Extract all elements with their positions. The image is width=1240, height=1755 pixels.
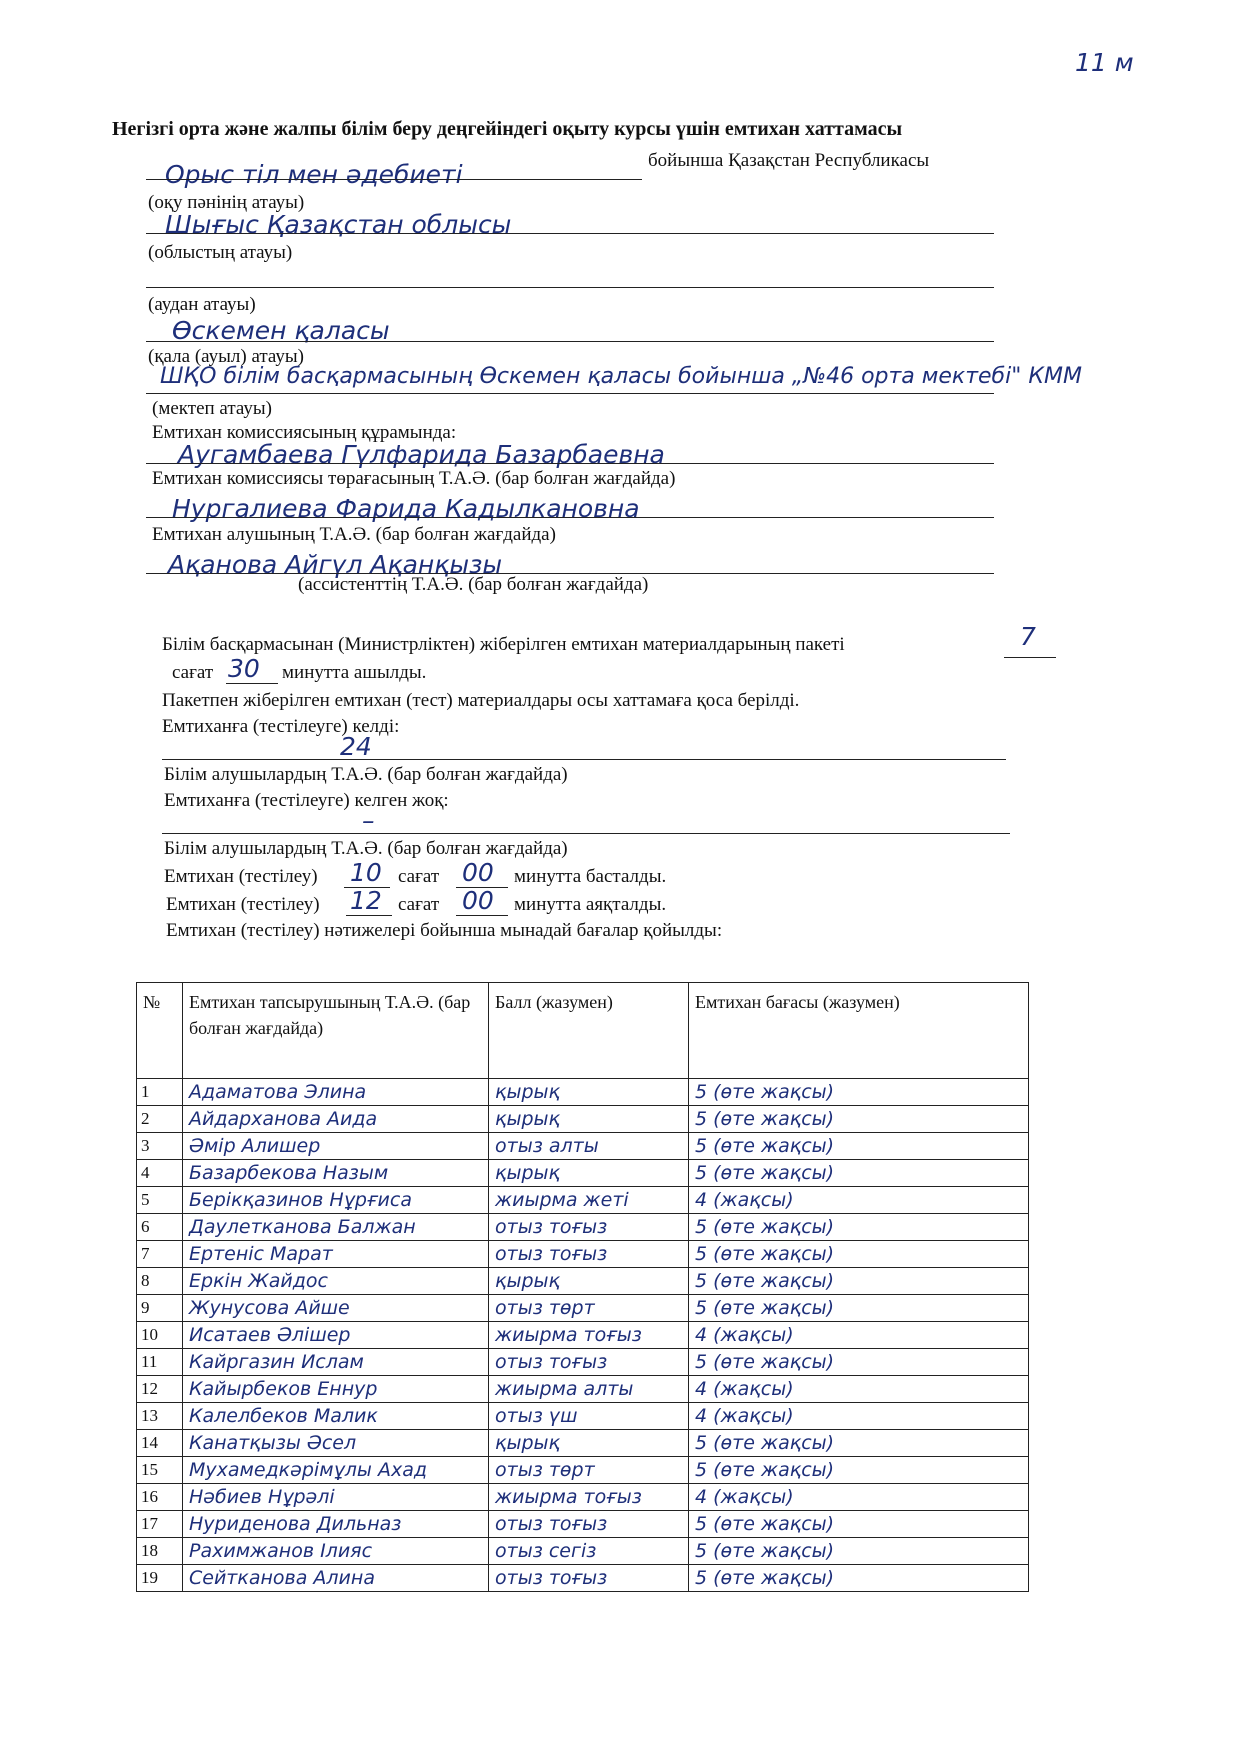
table-row	[137, 1160, 1029, 1187]
student-name: Канатқызы Әсел	[183, 1430, 489, 1457]
package-line: Білім басқармасынан (Министрліктен) жіберілген емтихан материалдарының пакеті	[162, 634, 845, 655]
row-number: 4	[137, 1160, 183, 1187]
subject-label: (оқу пәнінің атауы)	[148, 192, 305, 213]
header-name: Емтихан тапсырушының Т.А.Ә. (бар болған жағдайда)	[183, 983, 489, 1079]
score-cell: қырық	[489, 1160, 689, 1187]
end-hour-value: 12	[350, 886, 382, 915]
table-row	[137, 1322, 1029, 1349]
table-row	[137, 1565, 1029, 1592]
table-row	[137, 1268, 1029, 1295]
subject-line	[146, 178, 642, 180]
grades-table	[136, 982, 1029, 1592]
package-hour-label: сағат	[172, 662, 214, 683]
grade-cell: 5 (өте жақсы)	[689, 1349, 1029, 1376]
student-name: Адаматова Элина	[183, 1079, 489, 1106]
start-prefix: Емтихан (тестілеу)	[164, 866, 318, 887]
row-number: 17	[137, 1511, 183, 1538]
score-cell: жиырма тоғыз	[489, 1322, 689, 1349]
school-line	[146, 392, 994, 394]
chair-line	[146, 462, 994, 464]
score-cell: отыз тоғыз	[489, 1511, 689, 1538]
header-grade: Емтихан бағасы (жазумен)	[689, 983, 1029, 1079]
table-row	[137, 1430, 1029, 1457]
student-name: Еркін Жайдос	[183, 1268, 489, 1295]
package-hour-line	[1004, 656, 1056, 658]
score-cell: отыз тоғыз	[489, 1565, 689, 1592]
table-row	[137, 1457, 1029, 1484]
package-minute-suffix: минутта ашылды.	[282, 662, 427, 683]
came-sub: Білім алушылардың Т.А.Ә. (бар болған жағдайда)	[164, 764, 568, 785]
start-hour-value: 10	[350, 858, 382, 887]
start-hour-label: сағат	[398, 866, 440, 887]
assistant-label: (ассистенттің Т.А.Ә. (бар болған жағдайда)	[298, 574, 649, 595]
row-number: 5	[137, 1187, 183, 1214]
row-number: 1	[137, 1079, 183, 1106]
district-line	[146, 286, 994, 288]
score-cell: отыз тоғыз	[489, 1349, 689, 1376]
row-number: 15	[137, 1457, 183, 1484]
page-number: 11 м	[1075, 48, 1134, 77]
header-score: Балл (жазумен)	[489, 983, 689, 1079]
student-name: Айдарханова Аида	[183, 1106, 489, 1133]
grade-cell: 5 (өте жақсы)	[689, 1511, 1029, 1538]
package-minute-value: 30	[228, 654, 260, 683]
grade-cell: 5 (өте жақсы)	[689, 1214, 1029, 1241]
score-cell: отыз тоғыз	[489, 1241, 689, 1268]
score-cell: қырық	[489, 1430, 689, 1457]
examiner-value: Нургалиева Фарида Кадылкановна	[172, 494, 640, 523]
grade-cell: 4 (жақсы)	[689, 1403, 1029, 1430]
grade-cell: 5 (өте жақсы)	[689, 1457, 1029, 1484]
student-name: Ертеніс Марат	[183, 1241, 489, 1268]
row-number: 3	[137, 1133, 183, 1160]
city-value: Өскемен қаласы	[172, 316, 390, 345]
commission-intro: Емтихан комиссиясының құрамында:	[152, 422, 457, 443]
absent-sub: Білім алушылардың Т.А.Ә. (бар болған жағдайда)	[164, 838, 568, 859]
table-row	[137, 1403, 1029, 1430]
score-cell: жиырма алты	[489, 1376, 689, 1403]
region-label: (облыстың атауы)	[148, 242, 293, 263]
row-number: 7	[137, 1241, 183, 1268]
table-header-row	[137, 983, 1029, 1079]
grade-cell: 4 (жақсы)	[689, 1322, 1029, 1349]
table-row	[137, 1349, 1029, 1376]
grade-cell: 5 (өте жақсы)	[689, 1268, 1029, 1295]
row-number: 9	[137, 1295, 183, 1322]
grade-cell: 5 (өте жақсы)	[689, 1430, 1029, 1457]
grade-cell: 5 (өте жақсы)	[689, 1565, 1029, 1592]
absent-line	[162, 832, 1010, 834]
student-name: Нуриденова Дильназ	[183, 1511, 489, 1538]
subject-suffix: бойынша Қазақстан Республикасы	[648, 150, 930, 171]
row-number: 14	[137, 1430, 183, 1457]
package-hour-value: 7	[1020, 622, 1036, 651]
results-intro: Емтихан (тестілеу) нәтижелері бойынша мынадай бағалар қойылды:	[166, 920, 723, 941]
table-row	[137, 1214, 1029, 1241]
page-title: Негізгі орта және жалпы білім беру деңгейіндегі оқыту курсы үшін емтихан хаттамасы	[112, 118, 903, 140]
table-row	[137, 1133, 1029, 1160]
came-value: 24	[340, 732, 372, 761]
absent-value: –	[362, 806, 375, 835]
school-value: ШҚО білім басқармасының Өскемен қаласы бойынша „№46 орта мектебі" КММ	[160, 364, 1082, 389]
city-line	[146, 340, 994, 342]
end-hour-label: сағат	[398, 894, 440, 915]
student-name: Мухамедкәрімұлы Ахад	[183, 1457, 489, 1484]
package-attached: Пакетпен жіберілген емтихан (тест) материалдары осы хаттамаға қоса берілді.	[162, 690, 800, 711]
grade-cell: 5 (өте жақсы)	[689, 1160, 1029, 1187]
absent-label: Емтиханға (тестілеуге) келген жоқ:	[164, 790, 449, 811]
table-row	[137, 1484, 1029, 1511]
score-cell: отыз тоғыз	[489, 1214, 689, 1241]
grade-cell: 5 (өте жақсы)	[689, 1241, 1029, 1268]
row-number: 18	[137, 1538, 183, 1565]
grade-cell: 5 (өте жақсы)	[689, 1079, 1029, 1106]
student-name: Сейтканова Алина	[183, 1565, 489, 1592]
row-number: 11	[137, 1349, 183, 1376]
assistant-value: Ақанова Айгүл Ақанқызы	[168, 550, 503, 579]
examiner-line	[146, 516, 994, 518]
student-name: Кайргазин Ислам	[183, 1349, 489, 1376]
city-label: (қала (ауыл) атауы)	[148, 346, 304, 367]
score-cell: жиырма жеті	[489, 1187, 689, 1214]
table-row	[137, 1187, 1029, 1214]
score-cell: қырық	[489, 1079, 689, 1106]
end-prefix: Емтихан (тестілеу)	[166, 894, 320, 915]
score-cell: жиырма тоғыз	[489, 1484, 689, 1511]
start-suffix: минутта басталды.	[514, 866, 667, 887]
student-name: Кайырбеков Еннур	[183, 1376, 489, 1403]
grade-cell: 4 (жақсы)	[689, 1376, 1029, 1403]
table-row	[137, 1106, 1029, 1133]
region-value: Шығыс Қазақстан облысы	[165, 210, 512, 239]
grade-cell: 5 (өте жақсы)	[689, 1106, 1029, 1133]
row-number: 12	[137, 1376, 183, 1403]
came-line	[162, 758, 1006, 760]
score-cell: қырық	[489, 1268, 689, 1295]
row-number: 16	[137, 1484, 183, 1511]
table-row	[137, 1376, 1029, 1403]
student-name: Нәбиев Нұрәлі	[183, 1484, 489, 1511]
commission-chair-label: Емтихан комиссиясы төрағасының Т.А.Ә. (бар болған жағдайда)	[152, 468, 676, 489]
student-name: Берікқазинов Нұрғиса	[183, 1187, 489, 1214]
came-label: Емтиханға (тестілеуге) келді:	[162, 716, 400, 737]
grade-cell: 5 (өте жақсы)	[689, 1295, 1029, 1322]
school-label: (мектеп атауы)	[152, 398, 272, 419]
score-cell: қырық	[489, 1106, 689, 1133]
table-row	[137, 1295, 1029, 1322]
score-cell: отыз алты	[489, 1133, 689, 1160]
table-row	[137, 1538, 1029, 1565]
table-row	[137, 1241, 1029, 1268]
student-name: Исатаев Әлішер	[183, 1322, 489, 1349]
student-name: Даулетканова Балжан	[183, 1214, 489, 1241]
district-label: (аудан атауы)	[148, 294, 256, 315]
start-minute-value: 00	[462, 858, 494, 887]
subject-value: Орыс тіл мен әдебиеті	[165, 160, 463, 189]
row-number: 8	[137, 1268, 183, 1295]
grade-cell: 4 (жақсы)	[689, 1484, 1029, 1511]
table-row	[137, 1511, 1029, 1538]
row-number: 19	[137, 1565, 183, 1592]
row-number: 6	[137, 1214, 183, 1241]
commission-chair-value: Аугамбаева Гүлфарида Базарбаевна	[178, 440, 665, 469]
score-cell: отыз сегіз	[489, 1538, 689, 1565]
student-name: Әмір Алишер	[183, 1133, 489, 1160]
row-number: 10	[137, 1322, 183, 1349]
grade-cell: 4 (жақсы)	[689, 1187, 1029, 1214]
row-number: 13	[137, 1403, 183, 1430]
end-minute-value: 00	[462, 886, 494, 915]
student-name: Рахимжанов Ілияс	[183, 1538, 489, 1565]
student-name: Калелбеков Малик	[183, 1403, 489, 1430]
row-number: 2	[137, 1106, 183, 1133]
student-name: Базарбекова Назым	[183, 1160, 489, 1187]
grade-cell: 5 (өте жақсы)	[689, 1538, 1029, 1565]
region-line	[146, 232, 994, 234]
header-number: №	[137, 983, 183, 1079]
examiner-label: Емтихан алушының Т.А.Ә. (бар болған жағдайда)	[152, 524, 556, 545]
grade-cell: 5 (өте жақсы)	[689, 1133, 1029, 1160]
end-suffix: минутта аяқталды.	[514, 894, 667, 915]
score-cell: отыз төрт	[489, 1295, 689, 1322]
score-cell: отыз төрт	[489, 1457, 689, 1484]
student-name: Жунусова Айше	[183, 1295, 489, 1322]
table-row	[137, 1079, 1029, 1106]
score-cell: отыз үш	[489, 1403, 689, 1430]
